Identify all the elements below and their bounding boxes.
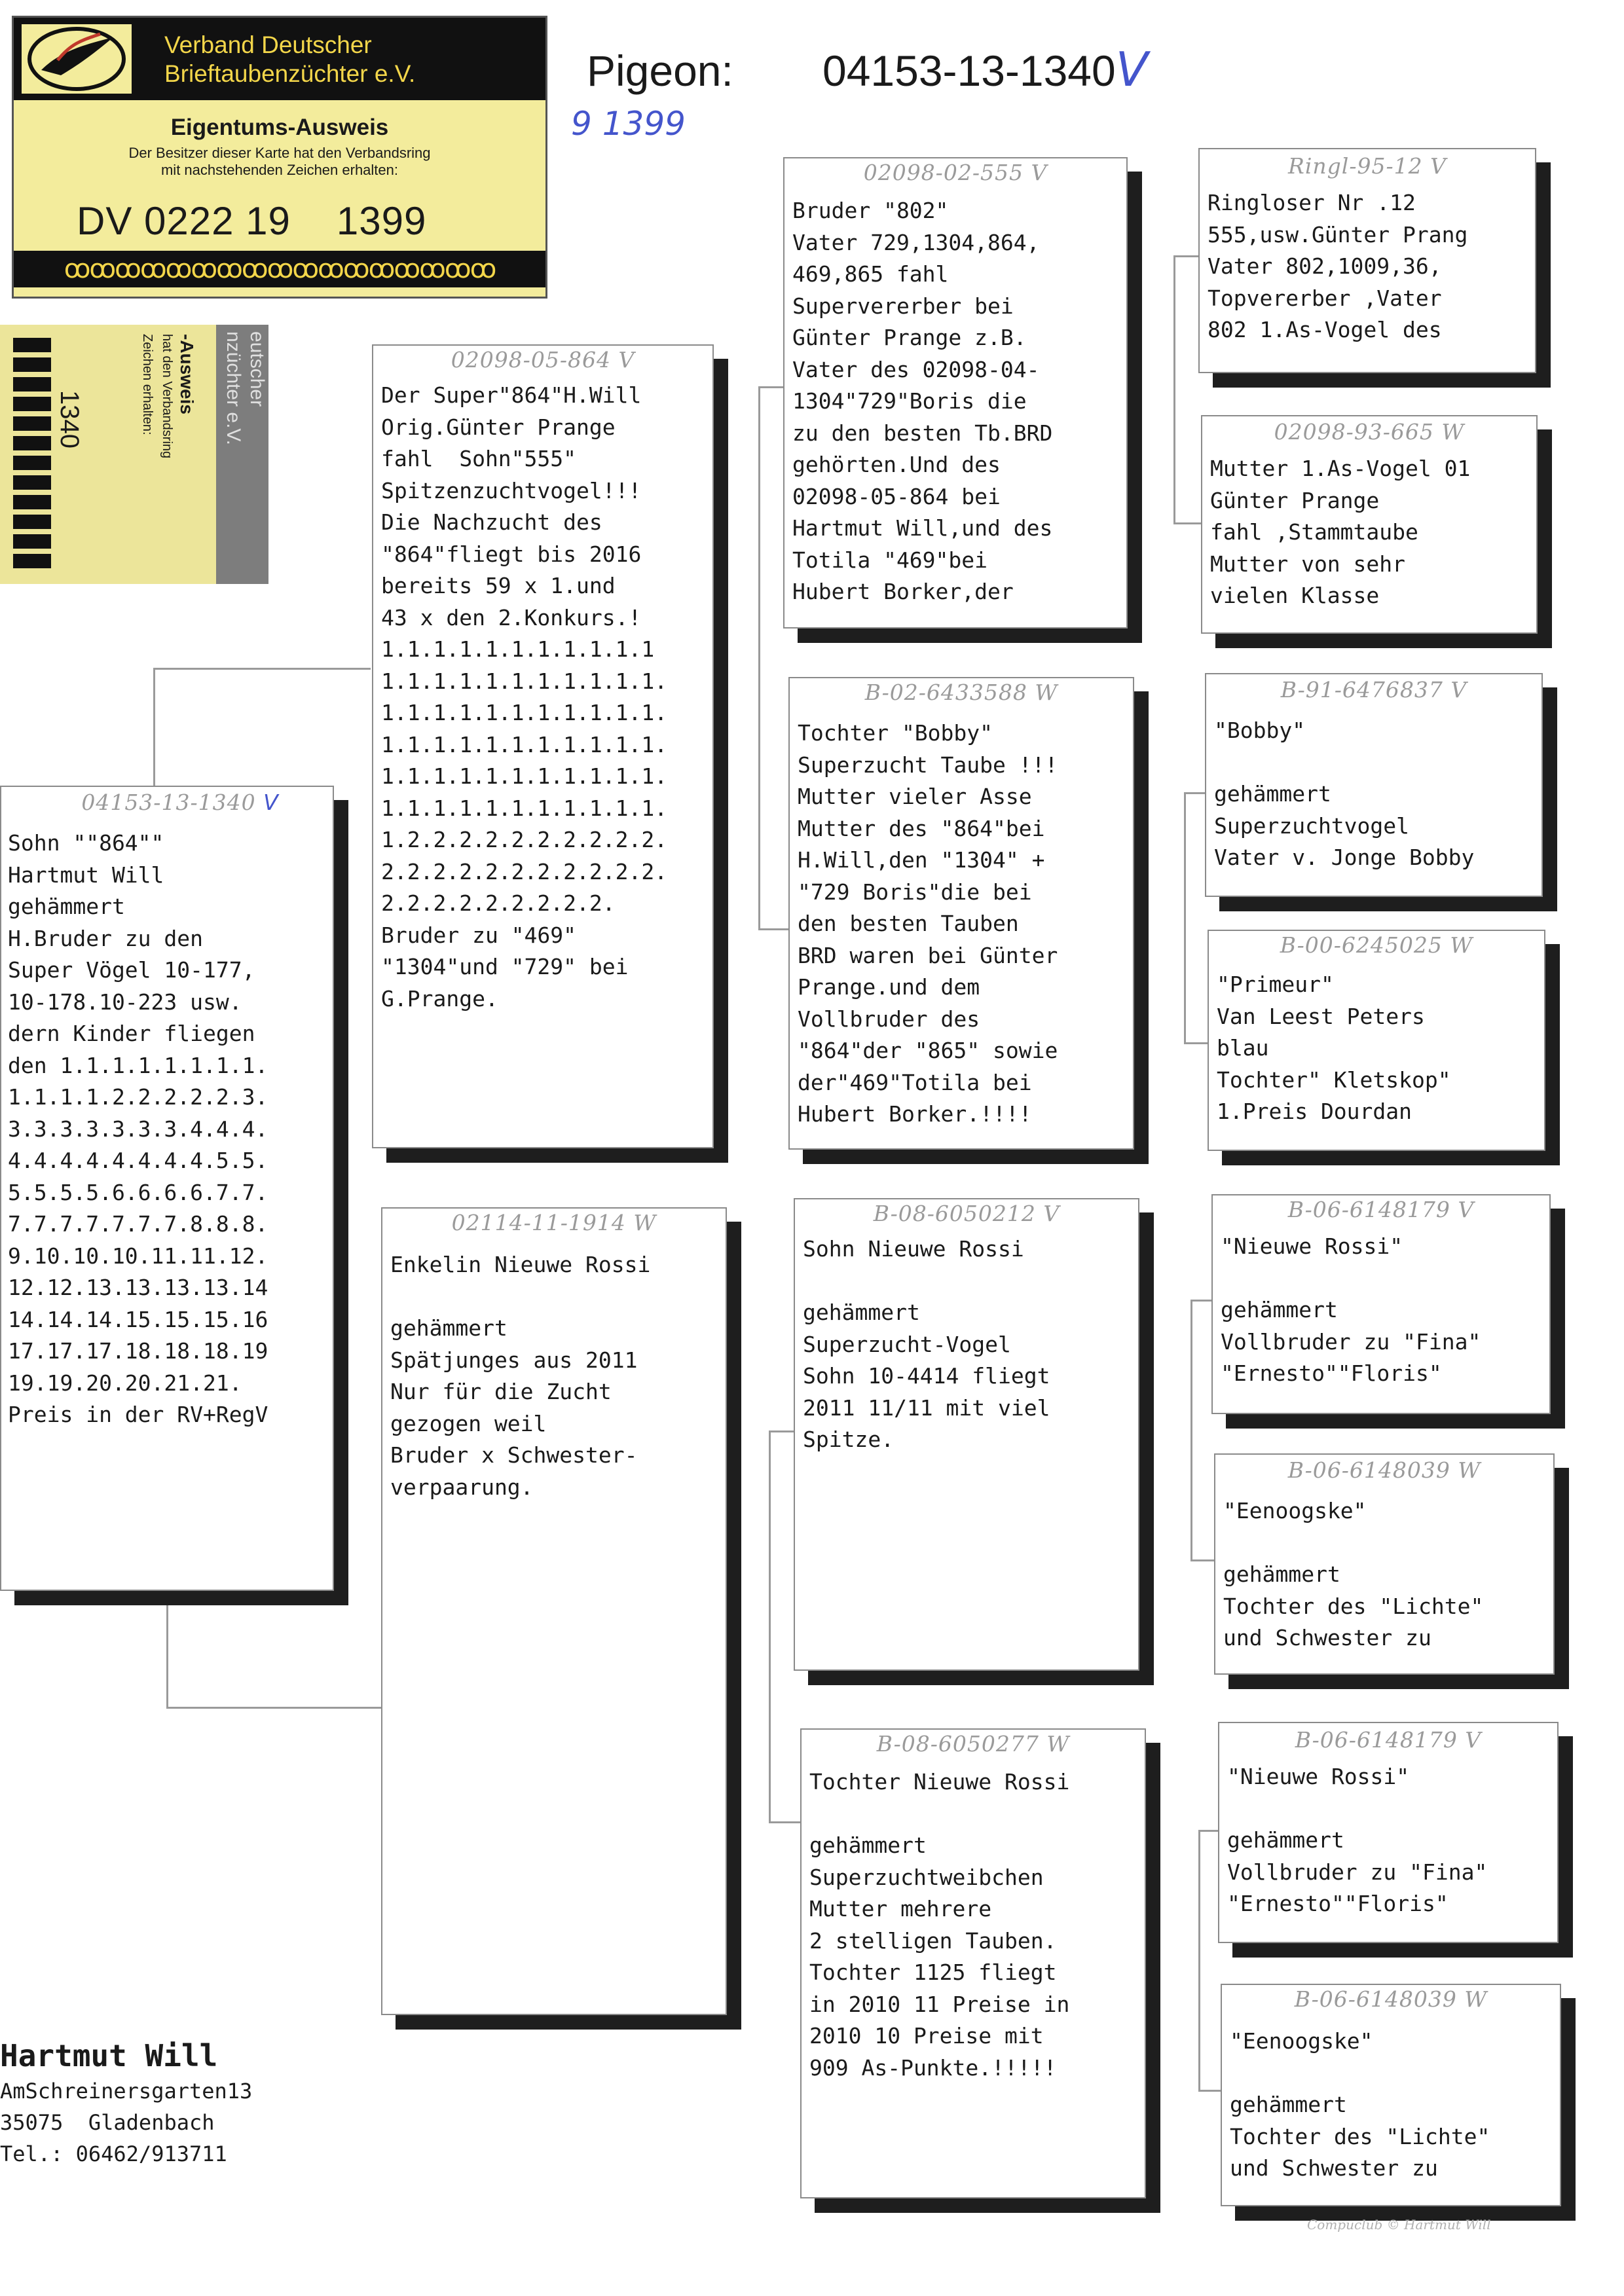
ring-number-ssd: 02098-93-665 W	[1274, 419, 1465, 445]
card-ring-number	[77, 198, 426, 244]
connector-ss-vertical	[1173, 255, 1175, 524]
connector-dam-to-dd	[769, 1821, 803, 1823]
ring-number-dam: 02114-11-1914 W	[451, 1210, 657, 1235]
ownership-card	[12, 16, 547, 299]
box-text-subject: Sohn ""864"" Hartmut Will gehämmert H.Bruder zu den Super Vögel 10-177, 10-178.10-223 usw. dern Kinder fliegen den 1.1.1.1.1.1.1.1. 1.1.1.1.2.2.2.2.2.3. 3.3.3.3.3.3.3.4.4.4. 4.4.4.4.4.4.4.4.5.5. 5.5.5.5.6.6.6.6.7.7. 7.7.7.7.7.7.7.8.8.8. 9.10.10.10.11.11.12. 12.12.13.13.13.13.14 14.14.14.15.15.15.16 17.17.17.18.18.18.19 19.19.20.20.21.21. Preis in der RV+RegV	[8, 830, 268, 1427]
pedigree-box-dss	[1211, 1194, 1551, 1414]
connector-ds-vertical	[1190, 1300, 1192, 1561]
box-text-dam: Enkelin Nieuwe Rossi gehämmert Spätjunges aus 2011 Nur für die Zucht gezogen weil Bruder x Schwester- verpaarung.	[390, 1252, 651, 1500]
ring-number-sire: 02098-05-864 V	[451, 347, 635, 373]
box-text-ds: Sohn Nieuwe Rossi gehämmert Superzucht-Vogel Sohn 10-4414 fliegt 2011 11/11 mit viel Spitze.	[803, 1236, 1050, 1452]
connector-sire-to-ss	[758, 386, 784, 388]
box-text-sire: Der Super"864"H.Will Orig.Günter Prange fahl Sohn"555" Spitzenzuchtvogel!!! Die Nachzucht des "864"fliegt bis 2016 bereits 59 x 1.und 43 x den 2.Konkurs.! 1.1.1.1.1.1.1.1.1.1.1 1.1.1.1.1.1.1.1.1.1.1. 1.1.1.1.1.1.1.1.1.1.1. 1.1.1.1.1.1.1.1.1.1.1. 1.1.1.1.1.1.1.1.1.1.1. 1.1.1.1.1.1.1.1.1.1.1. 1.2.2.2.2.2.2.2.2.2.2. 2.2.2.2.2.2.2.2.2.2.2. 2.2.2.2.2.2.2.2.2. Bruder zu "469" "1304"und "729" bei G.Prange.	[381, 382, 668, 1011]
pedigree-box-ddd	[1221, 1984, 1561, 2206]
check-mark: V	[1115, 42, 1148, 97]
ring-number-sd: B-02-6433588 W	[864, 680, 1058, 705]
owner-city: 35075 Gladenbach	[0, 2110, 215, 2135]
box-text-dss: "Nieuwe Rossi" gehämmert Vollbruder zu "Fina" "Ernesto""Floris"	[1221, 1233, 1481, 1386]
stub-line-4: hat den Verbandsring	[160, 334, 174, 459]
connector-sire-to-sd	[758, 928, 791, 930]
pedigree-box-ss	[783, 157, 1128, 629]
box-text-ss: Bruder "802" Vater 729,1304,864, 469,865 fahl Supervererber bei Günter Prange z.B. Vater des 02098-04- 1304"729"Boris die zu den besten Tb.BRD gehörten.Und des 02098-05-864 bei Hartmut Will,und des Totila "469"bei Hubert Borker,der	[792, 198, 1053, 604]
connector-dd-vertical	[1198, 1830, 1200, 2092]
box-text-ddd: "Eenoogske" gehämmert Tochter des "Lichte" und Schwester zu	[1230, 2028, 1490, 2181]
connector-sire-vertical	[758, 386, 760, 930]
owner-block	[0, 2036, 252, 2170]
ring-number-ss: 02098-02-555 V	[863, 160, 1048, 185]
pedigree-box-dsd	[1214, 1453, 1555, 1675]
pedigree-box-sdd	[1208, 930, 1545, 1151]
ring-number-sdd: B-00-6245025 W	[1280, 932, 1473, 958]
pigeon-ring-value: 04153-13-1340	[822, 46, 1116, 95]
ring-subject-value: 04153-13-1340	[81, 790, 256, 815]
card-ring-dv: DV 0222 19	[77, 199, 291, 243]
box-text-dds: "Nieuwe Rossi" gehämmert Vollbruder zu "Fina" "Ernesto""Floris"	[1227, 1764, 1488, 1916]
pigeon-logo	[22, 24, 132, 94]
ring-number-sss: Ringl-95-12 V	[1288, 153, 1447, 179]
card-organization	[164, 31, 415, 88]
connector-subject-to-dam	[166, 1707, 392, 1709]
box-text-ssd: Mutter 1.As-Vogel 01 Günter Prange fahl ,Stammtaube Mutter von sehr vielen Klasse	[1210, 456, 1471, 608]
box-text-sdd: "Primeur" Van Leest Peters blau Tochter" Kletskop" 1.Preis Dourdan	[1217, 972, 1451, 1124]
stub-line-2: nzüchter e.V.	[223, 331, 244, 446]
card-org-line1: Verband Deutscher	[164, 31, 372, 58]
card-stub	[0, 325, 268, 584]
pigeon-ring-number	[822, 42, 1148, 97]
connector-subject-vertical	[153, 668, 155, 792]
box-text-dsd: "Eenoogske" gehämmert Tochter des "Lichte" und Schwester zu	[1223, 1498, 1484, 1650]
card-header	[14, 18, 545, 100]
pedigree-box-sds	[1205, 673, 1543, 897]
pigeon-label: Pigeon:	[587, 46, 733, 95]
pedigree-box-subject	[0, 786, 334, 1591]
pedigree-box-sd	[788, 677, 1134, 1150]
connector-sd-vertical	[1184, 792, 1186, 1044]
stub-line-1: eutscher	[246, 331, 268, 407]
owner-street: AmSchreinersgarten13	[0, 2079, 253, 2104]
ring-number-sds: B-91-6476837 V	[1280, 677, 1467, 702]
card-fineprint-line2: mit nachstehenden Zeichen erhalten:	[160, 162, 398, 178]
pedigree-box-sire	[372, 344, 714, 1148]
stub-pattern	[13, 338, 51, 574]
stub-line-5: Zeichen erhalten:	[140, 334, 155, 435]
pedigree-box-sss	[1198, 148, 1536, 373]
box-text-sss: Ringloser Nr .12 555,usw.Günter Prang Vater 802,1009,36, Topvererber ,Vater 802 1.As-Vogel des	[1208, 190, 1468, 342]
card-org-line2: Brieftaubenzüchter e.V.	[164, 60, 416, 87]
box-text-sds: "Bobby" gehämmert Superzuchtvogel Vater v. Jonge Bobby	[1214, 718, 1475, 870]
card-ring-no: 1399	[336, 199, 427, 243]
card-title: Eigentums-Ausweis	[170, 115, 389, 140]
pedigree-box-ds	[794, 1198, 1139, 1671]
pedigree-box-dam	[381, 1207, 727, 2015]
pedigree-box-dd	[800, 1728, 1146, 2198]
card-pattern-band: ꝏꝏꝏꝏꝏꝏꝏꝏꝏꝏꝏꝏꝏꝏꝏꝏꝏ	[14, 251, 545, 287]
footer-credit: Compuclub © Hartmut Will	[1307, 2217, 1491, 2232]
ring-number-ds: B-08-6050212 V	[873, 1201, 1060, 1226]
check-mark-subject: V	[263, 790, 279, 815]
ring-number-subject	[41, 788, 320, 817]
ring-number-dsd: B-06-6148039 W	[1287, 1457, 1481, 1483]
handwritten-number: 9 1399	[571, 105, 686, 143]
connector-dam-vertical	[769, 1430, 771, 1823]
card-fineprint-line1: Der Besitzer dieser Karte hat den Verbandsring	[128, 145, 431, 161]
owner-name: Hartmut Will	[0, 2038, 218, 2073]
connector-subject-to-sire	[153, 668, 371, 670]
ring-number-dss: B-06-6148179 V	[1287, 1197, 1475, 1222]
card-fineprint	[14, 145, 545, 179]
owner-phone: Tel.: 06462/913711	[0, 2141, 227, 2166]
box-text-sd: Tochter "Bobby" Superzucht Taube !!! Mutter vieler Asse Mutter des "864"bei H.Will,den "1304" + "729 Boris"die bei den besten Tauben BRD waren bei Günter Prange.und dem Vollbruder des "864"der "865" sowie der"469"Totila bei Hubert Borker.!!!!	[798, 720, 1058, 1127]
connector-dam-to-ds	[769, 1430, 795, 1432]
stub-line-3: -Ausweis	[177, 334, 197, 414]
pedigree-box-dds	[1218, 1722, 1559, 1943]
ring-number-dd: B-08-6050277 W	[876, 1731, 1070, 1757]
stub-line-6: 1340	[55, 390, 84, 448]
ring-number-dds: B-06-6148179 V	[1295, 1727, 1482, 1753]
box-text-dd: Tochter Nieuwe Rossi gehämmert Superzuchtweibchen Mutter mehrere 2 stelligen Tauben. Tochter 1125 fliegt in 2010 11 Preise in 2010 10 Preise mit 909 As-Punkte.!!!!!	[809, 1769, 1070, 2081]
ring-number-ddd: B-06-6148039 W	[1294, 1986, 1488, 2012]
pedigree-box-ssd	[1201, 415, 1538, 634]
